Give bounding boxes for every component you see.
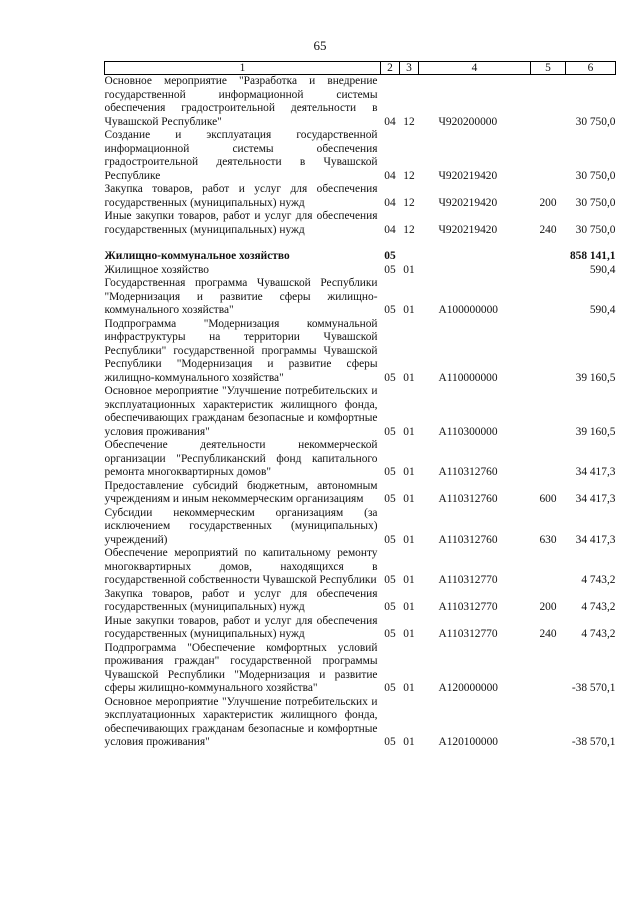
row-expense-type bbox=[531, 75, 566, 130]
row-target-code: A110312760 bbox=[438, 466, 498, 478]
row-section: 04 bbox=[384, 115, 396, 128]
row-target-code: Ч920200000 bbox=[438, 115, 498, 128]
row-subsection: 01 bbox=[403, 682, 415, 694]
row-subsection: 12 bbox=[403, 115, 415, 128]
header-col-2: 2 bbox=[381, 62, 400, 75]
row-expense-type bbox=[531, 250, 566, 264]
row-expense-type: 240 bbox=[539, 223, 557, 236]
table-row bbox=[105, 277, 616, 318]
row-subsection bbox=[400, 250, 419, 264]
row-name: Закупка товаров, работ и услуг для обеспечения государственных (муниципальных) нужд bbox=[104, 587, 378, 613]
row-expense-type bbox=[531, 439, 566, 480]
row-section: 05 bbox=[384, 682, 396, 694]
row-target-code: A110312770 bbox=[438, 628, 498, 640]
row-name: Основное мероприятие "Разработка и внедрение государственной информационной системы обеспечения градостроительной деятельности в Чувашской Республике" bbox=[104, 75, 378, 128]
table-row bbox=[105, 385, 616, 439]
row-section: 05 bbox=[384, 371, 396, 384]
table-body bbox=[105, 75, 616, 750]
row-subsection: 01 bbox=[403, 628, 415, 640]
table-row bbox=[105, 264, 616, 278]
table-row bbox=[105, 129, 616, 183]
row-target-code: A110312760 bbox=[438, 533, 498, 546]
row-name: Основное мероприятие "Улучшение потребительских и эксплуатационных характеристик жилищного фонда, обеспечивающих гражданам безопасные и комфортные условия проживания" bbox=[104, 695, 378, 748]
row-name: Иные закупки товаров, работ и услуг для обеспечения государственных (муниципальных) нужд bbox=[104, 210, 378, 236]
table-row bbox=[105, 75, 616, 130]
row-target-code: A110300000 bbox=[438, 425, 498, 438]
row-target-code: Ч920219420 bbox=[438, 223, 498, 236]
row-section: 05 bbox=[384, 263, 396, 276]
budget-table bbox=[104, 61, 616, 750]
header-col-1: 1 bbox=[105, 62, 381, 75]
row-amount: 30 750,0 bbox=[575, 169, 616, 182]
row-section: 05 bbox=[384, 425, 396, 438]
row-name: Подпрограмма "Обеспечение комфортных условий проживания граждан" государственной программы Чувашской Республики "Модернизация и развитие сферы жилищно-коммунального хозяйства" bbox=[104, 641, 378, 694]
table-row bbox=[105, 547, 616, 588]
spacer-cell bbox=[105, 237, 616, 250]
row-subsection: 01 bbox=[403, 371, 415, 384]
row-name: Жилищно-коммунальное хозяйство bbox=[104, 250, 290, 262]
header-row bbox=[105, 62, 616, 75]
row-section: 05 bbox=[384, 304, 396, 316]
row-name: Обеспечение деятельности некоммерческой организации "Республиканский фонд капитального ремонта многоквартирных домов" bbox=[104, 439, 378, 478]
row-target-code bbox=[419, 264, 531, 278]
row-subsection: 01 bbox=[403, 304, 415, 316]
table-row bbox=[105, 642, 616, 696]
row-section: 05 bbox=[384, 628, 396, 640]
row-amount: 4 743,2 bbox=[581, 628, 616, 640]
row-amount: -38 570,1 bbox=[571, 682, 616, 694]
row-name: Подпрограмма "Модернизация коммунальной инфраструктуры на территории Чувашской Республики" государственной программы Чувашской Республики "Модернизация и развитие сферы жилищно-коммунального хозяйства" bbox=[104, 317, 378, 384]
table-row bbox=[105, 318, 616, 386]
header-col-5: 5 bbox=[531, 62, 566, 75]
row-expense-type bbox=[531, 318, 566, 386]
header-col-4: 4 bbox=[419, 62, 531, 75]
row-expense-type: 240 bbox=[539, 628, 557, 640]
row-name: Жилищное хозяйство bbox=[104, 263, 210, 276]
row-expense-type bbox=[531, 264, 566, 278]
row-expense-type bbox=[531, 277, 566, 318]
row-amount: 34 417,3 bbox=[575, 466, 616, 478]
table-row bbox=[105, 696, 616, 750]
row-name: Предоставление субсидий бюджетным, автономным учреждениям и иным некоммерческим организациям bbox=[104, 479, 378, 505]
row-target-code: A110312770 bbox=[438, 574, 498, 586]
row-expense-type: 600 bbox=[539, 493, 557, 505]
row-amount: 39 160,5 bbox=[575, 371, 616, 384]
row-subsection: 12 bbox=[403, 223, 415, 236]
table-row bbox=[105, 507, 616, 548]
row-expense-type bbox=[531, 696, 566, 750]
row-section: 05 bbox=[384, 574, 396, 586]
table-row bbox=[105, 210, 616, 237]
header-col-3: 3 bbox=[400, 62, 419, 75]
row-section: 04 bbox=[384, 223, 396, 236]
row-amount: 590,4 bbox=[589, 263, 616, 276]
row-name: Основное мероприятие "Улучшение потребительских и эксплуатационных характеристик жилищного фонда, обеспечивающих гражданам безопасные и комфортные условия проживания" bbox=[104, 385, 378, 438]
row-amount: 30 750,0 bbox=[575, 223, 616, 236]
row-target-code bbox=[419, 250, 531, 264]
row-amount: 590,4 bbox=[589, 304, 616, 316]
row-section: 05 bbox=[384, 250, 396, 262]
row-expense-type bbox=[531, 385, 566, 439]
row-expense-type bbox=[531, 547, 566, 588]
row-amount: 30 750,0 bbox=[575, 115, 616, 128]
row-amount: 34 417,3 bbox=[575, 533, 616, 546]
row-name: Закупка товаров, работ и услуг для обеспечения государственных (муниципальных) нужд bbox=[104, 183, 378, 209]
row-section: 04 bbox=[384, 169, 396, 182]
row-subsection: 01 bbox=[403, 574, 415, 586]
table-row bbox=[105, 250, 616, 264]
row-subsection: 01 bbox=[403, 263, 415, 276]
row-section: 05 bbox=[384, 736, 396, 748]
row-name: Иные закупки товаров, работ и услуг для обеспечения государственных (муниципальных) нужд bbox=[104, 614, 378, 640]
table-row bbox=[105, 439, 616, 480]
row-section: 05 bbox=[384, 533, 396, 546]
row-target-code: A110000000 bbox=[438, 371, 498, 384]
row-section: 05 bbox=[384, 601, 396, 613]
row-target-code: Ч920219420 bbox=[438, 196, 498, 209]
row-amount: 4 743,2 bbox=[581, 601, 616, 613]
row-target-code: A110312770 bbox=[438, 601, 498, 613]
row-target-code: A100000000 bbox=[438, 304, 498, 316]
row-target-code: A110312760 bbox=[438, 493, 498, 505]
row-subsection: 01 bbox=[403, 466, 415, 478]
row-name: Обеспечение мероприятий по капитальному ремонту многоквартирных домов, находящихся в государственной собственности Чувашской Республики bbox=[104, 547, 378, 586]
row-expense-type: 200 bbox=[539, 196, 557, 209]
row-subsection: 01 bbox=[403, 425, 415, 438]
row-name: Субсидии некоммерческим организациям (за исключением государственных (муниципальных) учреждений) bbox=[104, 506, 378, 546]
row-section: 05 bbox=[384, 466, 396, 478]
row-target-code: A120000000 bbox=[438, 682, 498, 694]
row-subsection: 12 bbox=[403, 196, 415, 209]
page-number: 65 bbox=[313, 38, 327, 53]
row-amount: 858 141,1 bbox=[569, 250, 616, 262]
row-expense-type: 200 bbox=[539, 601, 557, 613]
table-row bbox=[105, 588, 616, 615]
row-amount: 30 750,0 bbox=[575, 196, 616, 209]
row-target-code: A120100000 bbox=[438, 736, 498, 748]
header-col-6: 6 bbox=[566, 62, 616, 75]
table-row bbox=[105, 480, 616, 507]
row-expense-type bbox=[531, 642, 566, 696]
row-amount: -38 570,1 bbox=[571, 736, 616, 748]
row-target-code: Ч920219420 bbox=[438, 169, 498, 182]
table-row bbox=[105, 183, 616, 210]
row-amount: 39 160,5 bbox=[575, 425, 616, 438]
row-section: 05 bbox=[384, 493, 396, 505]
row-subsection: 01 bbox=[403, 533, 415, 546]
row-subsection: 12 bbox=[403, 169, 415, 182]
row-amount: 4 743,2 bbox=[581, 574, 616, 586]
row-name: Государственная программа Чувашской Республики "Модернизация и развитие сферы жилищно-коммунального хозяйства" bbox=[104, 277, 378, 316]
row-expense-type bbox=[531, 129, 566, 183]
spacer-row bbox=[105, 237, 616, 250]
row-subsection: 01 bbox=[403, 601, 415, 613]
table-row bbox=[105, 615, 616, 642]
row-subsection: 01 bbox=[403, 493, 415, 505]
row-section: 04 bbox=[384, 196, 396, 209]
row-expense-type: 630 bbox=[539, 533, 557, 546]
row-subsection: 01 bbox=[403, 736, 415, 748]
row-amount: 34 417,3 bbox=[575, 493, 616, 505]
row-name: Создание и эксплуатация государственной информационной системы обеспечения градостроительной деятельности в Чувашской Республике bbox=[104, 129, 378, 182]
